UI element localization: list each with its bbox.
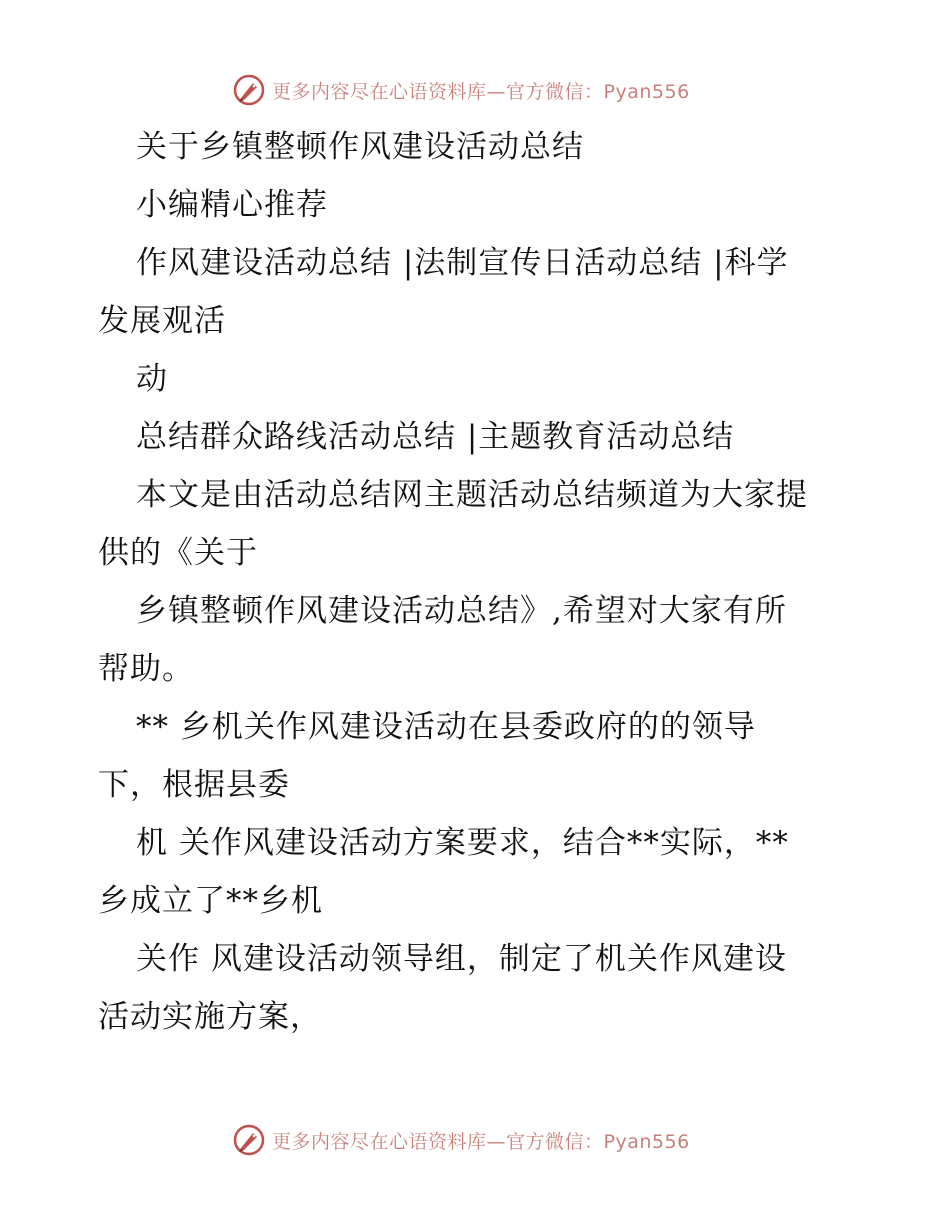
document-body: [98, 118, 858, 1046]
header-watermark-banner: [232, 70, 732, 110]
paragraph-line: 帮助。: [98, 651, 194, 687]
recommend-label: 小编精心推荐: [136, 187, 328, 223]
paragraph-line: 关作 风建设活动领导组，制定了机关作风建设: [136, 941, 787, 977]
paragraph-line: 乡成立了**乡机: [98, 883, 323, 919]
pen-nib-logo-icon: [232, 1123, 266, 1157]
related-links-line: 总结群众路线活动总结 |主题教育活动总结: [136, 419, 735, 455]
paragraph-line: 本文是由活动总结网主题活动总结频道为大家提: [136, 477, 808, 513]
related-links-line: 动: [136, 361, 168, 397]
paragraph-line: 乡镇整顿作风建设活动总结》,希望对大家有所: [136, 593, 787, 629]
related-links-line: 发展观活: [98, 303, 226, 339]
paragraph-line: 供的《关于: [98, 535, 258, 571]
pen-nib-logo-icon: [232, 73, 266, 107]
footer-watermark-banner: [232, 1120, 732, 1160]
document-title: 关于乡镇整顿作风建设活动总结: [136, 129, 584, 165]
watermark-text: 更多内容尽在心语资料库—官方微信：Pyan556: [272, 1130, 690, 1153]
watermark-text: 更多内容尽在心语资料库—官方微信：Pyan556: [272, 80, 690, 103]
paragraph-line: 活动实施方案，: [98, 999, 322, 1035]
paragraph-line: ** 乡机关作风建设活动在县委政府的的领导: [136, 709, 756, 745]
related-links-line: 作风建设活动总结 |法制宣传日活动总结 |科学: [136, 245, 789, 281]
paragraph-line: 机 关作风建设活动方案要求，结合**实际，**: [136, 825, 789, 861]
paragraph-line: 下，根据县委: [98, 767, 290, 803]
